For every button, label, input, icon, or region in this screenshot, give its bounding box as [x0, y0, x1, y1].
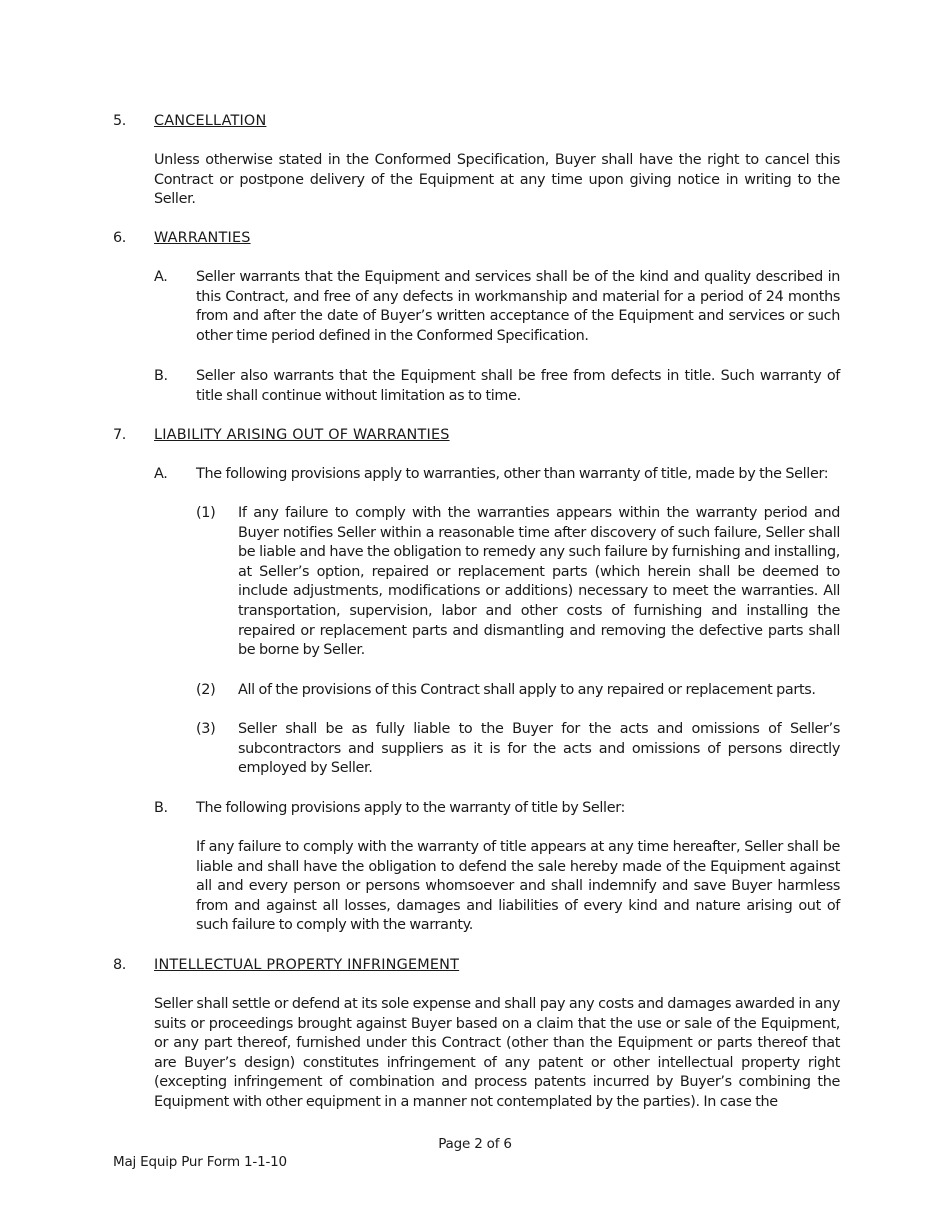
item-label: (3) [196, 721, 216, 737]
section-number: 5. [113, 113, 127, 129]
page-number: Page 2 of 6 [438, 1136, 512, 1152]
section-heading-cancellation: CANCELLATION [154, 113, 267, 129]
warranty-a-text: Seller warrants that the Equipment and services shall be of the kind and quality described in this Contract, and free of any defects in workmanship and material for a period of 24 months from and after the date of Buyer’s written acceptance of the Equipment and services or such other time period defined in the Conformed Specification. [196, 269, 840, 344]
liability-a3-text: Seller shall be as fully liable to the Buyer for the acts and omissions of Seller’s subcontractors and suppliers as it is for the acts and omissions of persons directly employed by Seller. [238, 721, 840, 777]
section-heading-liability: LIABILITY ARISING OUT OF WARRANTIES [154, 427, 450, 443]
liability-a-text: The following provisions apply to warranties, other than warranty of title, made by the Seller: [196, 466, 829, 482]
subsection-label: B. [154, 800, 168, 816]
section-body-cancellation: Unless otherwise stated in the Conformed Specification, Buyer shall have the right to cancel this Contract or postpone delivery of the Equipment at any time upon giving notice in writing to the Seller. [154, 152, 840, 208]
section-number: 6. [113, 230, 127, 246]
warranty-b-text: Seller also warrants that the Equipment shall be free from defects in title. Such warranty of title shall continue without limitation as to time. [196, 368, 840, 404]
liability-b-text: The following provisions apply to the warranty of title by Seller: [196, 800, 626, 816]
liability-b-body: If any failure to comply with the warranty of title appears at any time hereafter, Seller shall be liable and shall have the obligation to defend the sale hereby made of the Equipment against all and every person or persons whomsoever and shall indemnify and save Buyer harmless from and against all losses, damages and liabilities of every kind and nature arising out of such failure to comply with the warranty. [196, 839, 840, 934]
form-identifier: Maj Equip Pur Form 1-1-10 [113, 1154, 287, 1170]
section-number: 7. [113, 427, 127, 443]
section-number: 8. [113, 957, 127, 973]
subsection-label: A. [154, 269, 168, 285]
liability-a1-text: If any failure to comply with the warranties appears within the warranty period and Buyer notifies Seller within a reasonable time after discovery of such failure, Seller shall be liable and have the obligation to remedy any such failure by furnishing and installing, at Seller’s option, repaired or replacement parts (which herein shall be deemed to include adjustments, modifications or additions) necessary to meet the warranties. All transportation, supervision, labor and other costs of furnishing and installing the repaired or replacement parts and dismantling and removing the defective parts shall be borne by Seller. [238, 505, 840, 659]
subsection-label: B. [154, 368, 168, 384]
section-body-ip-infringement: Seller shall settle or defend at its sole expense and shall pay any costs and damages awarded in any suits or proceedings brought against Buyer based on a claim that the use or sale of the Equipment, or any part thereof, furnished under this Contract (other than the Equipment or parts thereof that are Buyer’s design) constitutes infringement of any patent or other intellectual property right (excepting infringement of combination and process patents incurred by Buyer’s combining the Equipment with other equipment in a manner not contemplated by the parties). In case the [154, 996, 840, 1110]
liability-a2-text: All of the provisions of this Contract shall apply to any repaired or replacement parts. [238, 682, 816, 698]
section-heading-warranties: WARRANTIES [154, 230, 251, 246]
item-label: (2) [196, 682, 216, 698]
section-heading-ip-infringement: INTELLECTUAL PROPERTY INFRINGEMENT [154, 957, 460, 973]
subsection-label: A. [154, 466, 168, 482]
item-label: (1) [196, 505, 216, 521]
